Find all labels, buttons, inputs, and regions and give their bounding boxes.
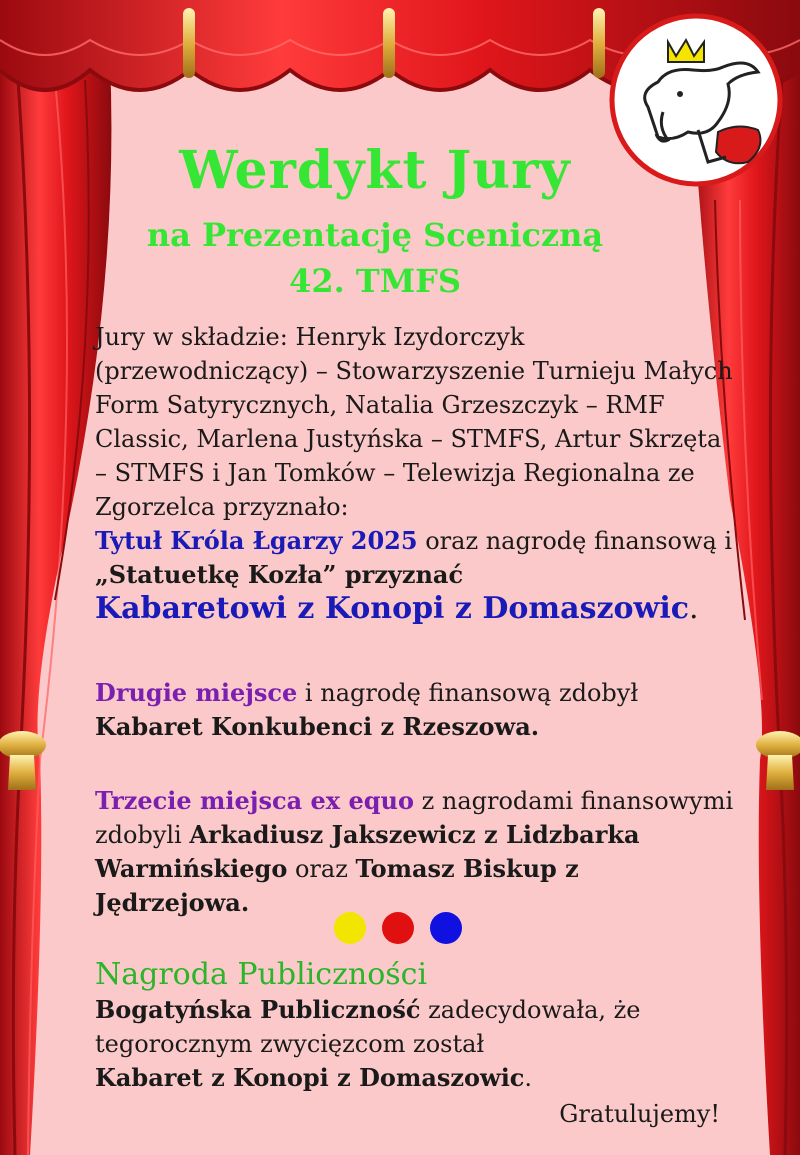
third-place-winner-1: Arkadiusz Jakszewicz z Lidzbarka Warmińskiego — [95, 820, 640, 883]
third-place-mid: z nagrodami finansowymi zdobyli — [95, 787, 734, 849]
third-place-label: Trzecie miejsca ex equo — [95, 786, 414, 815]
audience-award-heading: Nagroda Publiczności — [95, 957, 428, 992]
audience-award-paragraph — [95, 958, 735, 1095]
red-dot — [382, 912, 414, 944]
third-place-conj: oraz — [287, 855, 356, 883]
jury-paragraph — [95, 320, 735, 627]
award-title: Tytuł Króla Łgarzy 2025 — [95, 526, 418, 555]
blue-dot — [430, 912, 462, 944]
congratulations-text: Gratulujemy! — [559, 1100, 720, 1128]
color-dots — [334, 912, 462, 944]
first-place-end: . — [689, 591, 699, 626]
audience-end: . — [524, 1064, 533, 1092]
page-title: Werdykt Jury — [179, 140, 571, 201]
statuette-text: „Statuetkę Kozła” przyznać — [95, 560, 464, 589]
first-place-winner: Kabaretowi z Konopi z Domaszowic — [95, 591, 690, 626]
second-place-winner: Kabaret Konkubenci z Rzeszowa. — [95, 712, 540, 741]
subtitle-line-2: 42. TMFS — [289, 262, 461, 300]
yellow-dot — [334, 912, 366, 944]
award-mid: oraz nagrodę finansową i — [417, 527, 733, 555]
audience-name: Bogatyńska Publiczność — [95, 995, 421, 1024]
third-place-paragraph — [95, 784, 735, 920]
second-place-mid: i nagrodę finansową zdobył — [297, 679, 639, 707]
audience-winner: Kabaret z Konopi z Domaszowic — [95, 1063, 525, 1092]
second-place-label: Drugie miejsce — [95, 678, 298, 707]
audience-mid: zadecydowała, że tegorocznym zwycięzcom został — [95, 996, 641, 1058]
jury-intro: Jury w składzie: Henryk Izydorczyk (przewodniczący) – Stowarzyszenie Turnieju Małych Form Satyrycznych, Natalia Grzeszczyk – RMF Classic, Marlena Justyńska – STMFS, Artur Skrzęta – STMFS i Jan Tomków – Telewizja Regionalna ze Zgorzelca przyznało: — [95, 323, 733, 521]
left-tieback — [0, 731, 46, 759]
subtitle-line-1: na Prezentację Sceniczną — [146, 216, 604, 254]
second-place-paragraph — [95, 676, 735, 744]
third-place-winner-2: Tomasz Biskup z Jędrzejowa. — [95, 854, 579, 917]
